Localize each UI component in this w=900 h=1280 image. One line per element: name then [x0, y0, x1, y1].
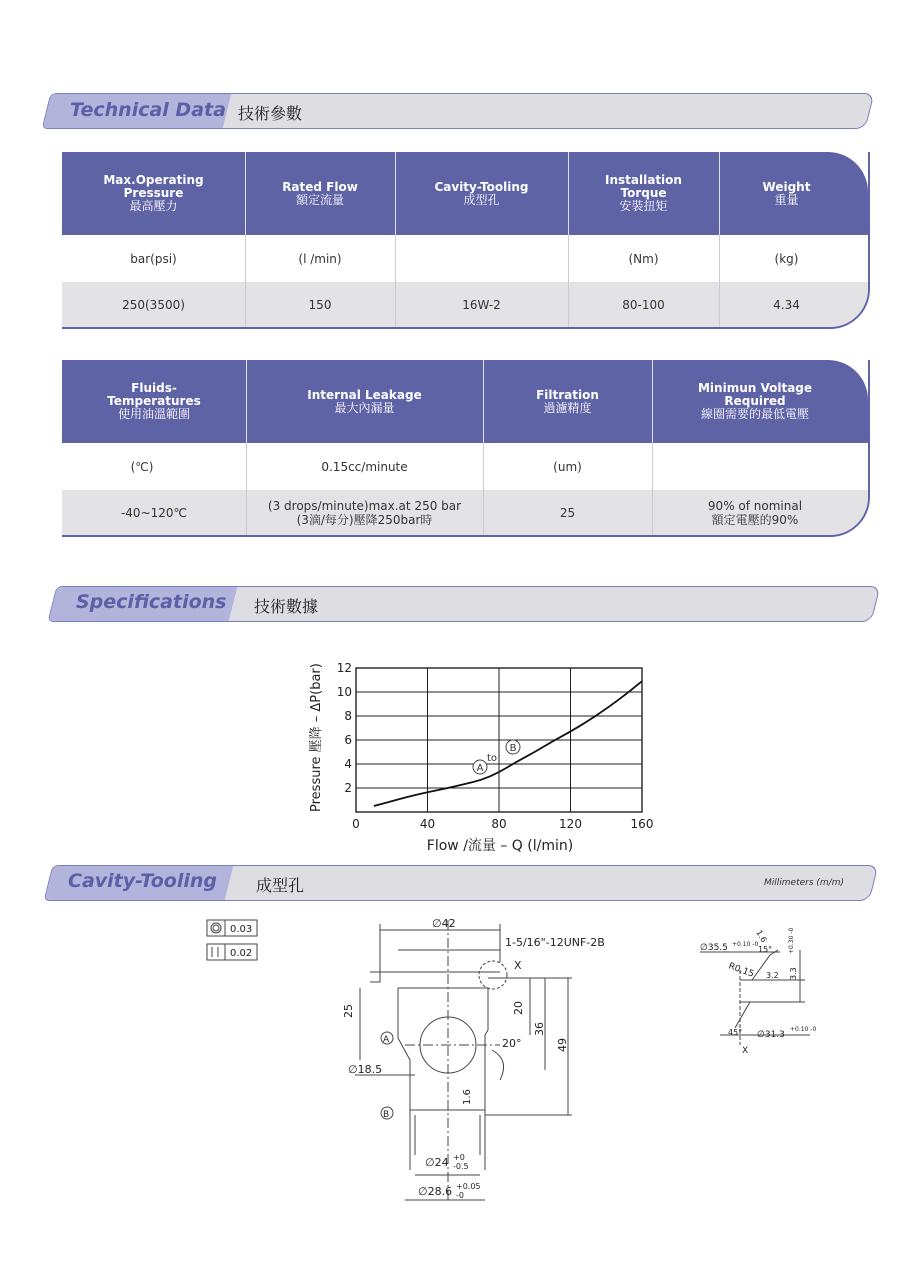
unit-leakage: 0.15cc/minute [321, 459, 408, 474]
unit-voltage [652, 443, 858, 490]
detail-r015: R0.15 [726, 961, 756, 980]
y-tick-label: 10 [336, 685, 352, 699]
value-flow: 150 [308, 297, 332, 312]
a-to-b-annotation [473, 740, 520, 774]
unit-weight: (kg) [774, 251, 799, 266]
y-tick-label: 12 [336, 661, 352, 675]
detail-dim-3-3-tol: +0.30 -0 [788, 927, 795, 954]
value-pressure: 250(3500) [122, 297, 185, 312]
chart-y-label: Pressure 壓降 – ΔP(bar) [309, 663, 324, 812]
units-note: Millimeters (m/m) [764, 878, 844, 888]
y-tick-label: 6 [344, 733, 352, 747]
value-cavity: 16W-2 [462, 297, 501, 312]
technical-data-title: Technical Data [70, 99, 226, 121]
port-b-label: B [383, 1110, 390, 1120]
header-weight: Weight 重量 [762, 179, 811, 207]
technical-data-subtitle: 技術參數 [238, 104, 303, 123]
dim-28-6: ∅28.6 [418, 1185, 453, 1198]
header-fluid-temperatures: Fluids- Temperatures 使用油溫範圍 [107, 381, 201, 421]
svg-text:B: B [509, 743, 517, 754]
surface-finish-1-6: 1.6 [462, 1089, 473, 1105]
thread-spec: 1-5/16"-12UNF-2B [505, 936, 605, 949]
unit-cavity [395, 235, 568, 282]
unit-torque: (Nm) [628, 251, 659, 266]
detail-dim-35-5: ∅35.5 [700, 943, 728, 953]
header-max-pressure: Max.Operating Pressure 最高壓力 [103, 173, 204, 213]
y-tick-label: 8 [344, 709, 352, 723]
dim-25: 25 [342, 1004, 355, 1018]
header-rated-flow: Rated Flow 額定流量 [282, 179, 358, 207]
unit-filtration: (um) [553, 459, 582, 474]
value-voltage: 90% of nominal 額定電壓的90% [707, 498, 803, 527]
header-installation-torque: Installation Torque 安裝扭矩 [605, 173, 682, 213]
x-tick-label: 0 [352, 817, 360, 831]
dim-49: 49 [556, 1038, 569, 1052]
specifications-subtitle: 技術數據 [254, 597, 319, 616]
port-a-label: A [383, 1035, 390, 1045]
value-torque: 80-100 [622, 297, 665, 312]
detail-x-drawing [690, 910, 840, 1060]
specifications-title: Specifications [76, 591, 227, 613]
dim-24: ∅24 [425, 1156, 449, 1169]
detail-dim-31-3: ∅31.3 [757, 1030, 785, 1040]
x-tick-label: 80 [491, 817, 507, 831]
detail-finish-1-6: 1.6 [754, 928, 769, 945]
header-internal-leakage: Internal Leakage 最大內漏量 [307, 387, 422, 415]
cavity-tooling-subtitle: 成型孔 [256, 876, 305, 895]
x-tick-label: 40 [419, 817, 436, 831]
header-filtration: Filtration 過濾精度 [536, 387, 599, 415]
value-temperature: -40~120℃ [120, 505, 188, 520]
detail-dim-35-5-tol: +0.10 -0 [732, 941, 759, 948]
cavity-drawing [200, 910, 620, 1210]
pressure-flow-chart [300, 640, 680, 860]
unit-temperature: (℃) [130, 459, 154, 474]
value-leakage: (3 drops/minute)max.at 250 bar (3滴/每分)壓降250bar時 [267, 498, 462, 527]
detail-angle-15: 15° [758, 945, 773, 954]
unit-flow: (l /min) [298, 251, 342, 266]
dim-42: ∅42 [432, 917, 456, 930]
dim-18-5: ∅18.5 [348, 1063, 383, 1076]
header-minimum-voltage: Minimun Voltage Required 線圈需要的最低電壓 [697, 381, 813, 421]
svg-text:to: to [486, 753, 498, 764]
technical-data-table [62, 152, 870, 329]
tolerance-parallelism: 0.02 [230, 948, 253, 959]
cavity-tooling-title: Cavity-Tooling [68, 870, 217, 892]
y-tick-label: 4 [344, 757, 352, 771]
detail-x-label: X [742, 1046, 749, 1056]
chart-x-label: Flow /流量 – Q (l/min) [426, 838, 574, 854]
value-filtration: 25 [559, 505, 576, 520]
dim-24-tol-dn: -0.5 [453, 1162, 469, 1171]
fluid-data-table [62, 360, 870, 537]
dim-28-6-tol-up: +0.05 [456, 1182, 481, 1191]
detail-dim-31-3-tol: +0.10 -0 [790, 1026, 817, 1033]
angle-20: 20° [502, 1037, 522, 1050]
header-cavity-tooling: Cavity-Tooling 成型孔 [434, 179, 529, 207]
tolerance-circularity: 0.03 [230, 924, 253, 935]
detail-angle-45: 45° [728, 1028, 743, 1037]
y-tick-label: 2 [344, 781, 352, 795]
value-weight: 4.34 [773, 297, 800, 312]
dim-28-6-tol-dn: -0 [456, 1191, 464, 1200]
detail-dim-3-2: 3.2 [766, 971, 779, 980]
x-tick-label: 160 [630, 817, 654, 831]
dim-36: 36 [533, 1022, 546, 1036]
dim-24-tol-up: +0 [453, 1153, 465, 1162]
section-x-label: X [514, 959, 522, 972]
x-tick-label: 120 [559, 817, 582, 831]
unit-pressure: bar(psi) [130, 251, 177, 266]
dim-20: 20 [512, 1001, 525, 1015]
detail-dim-3-3: 3.3 [789, 967, 798, 980]
svg-text:A: A [476, 763, 484, 774]
